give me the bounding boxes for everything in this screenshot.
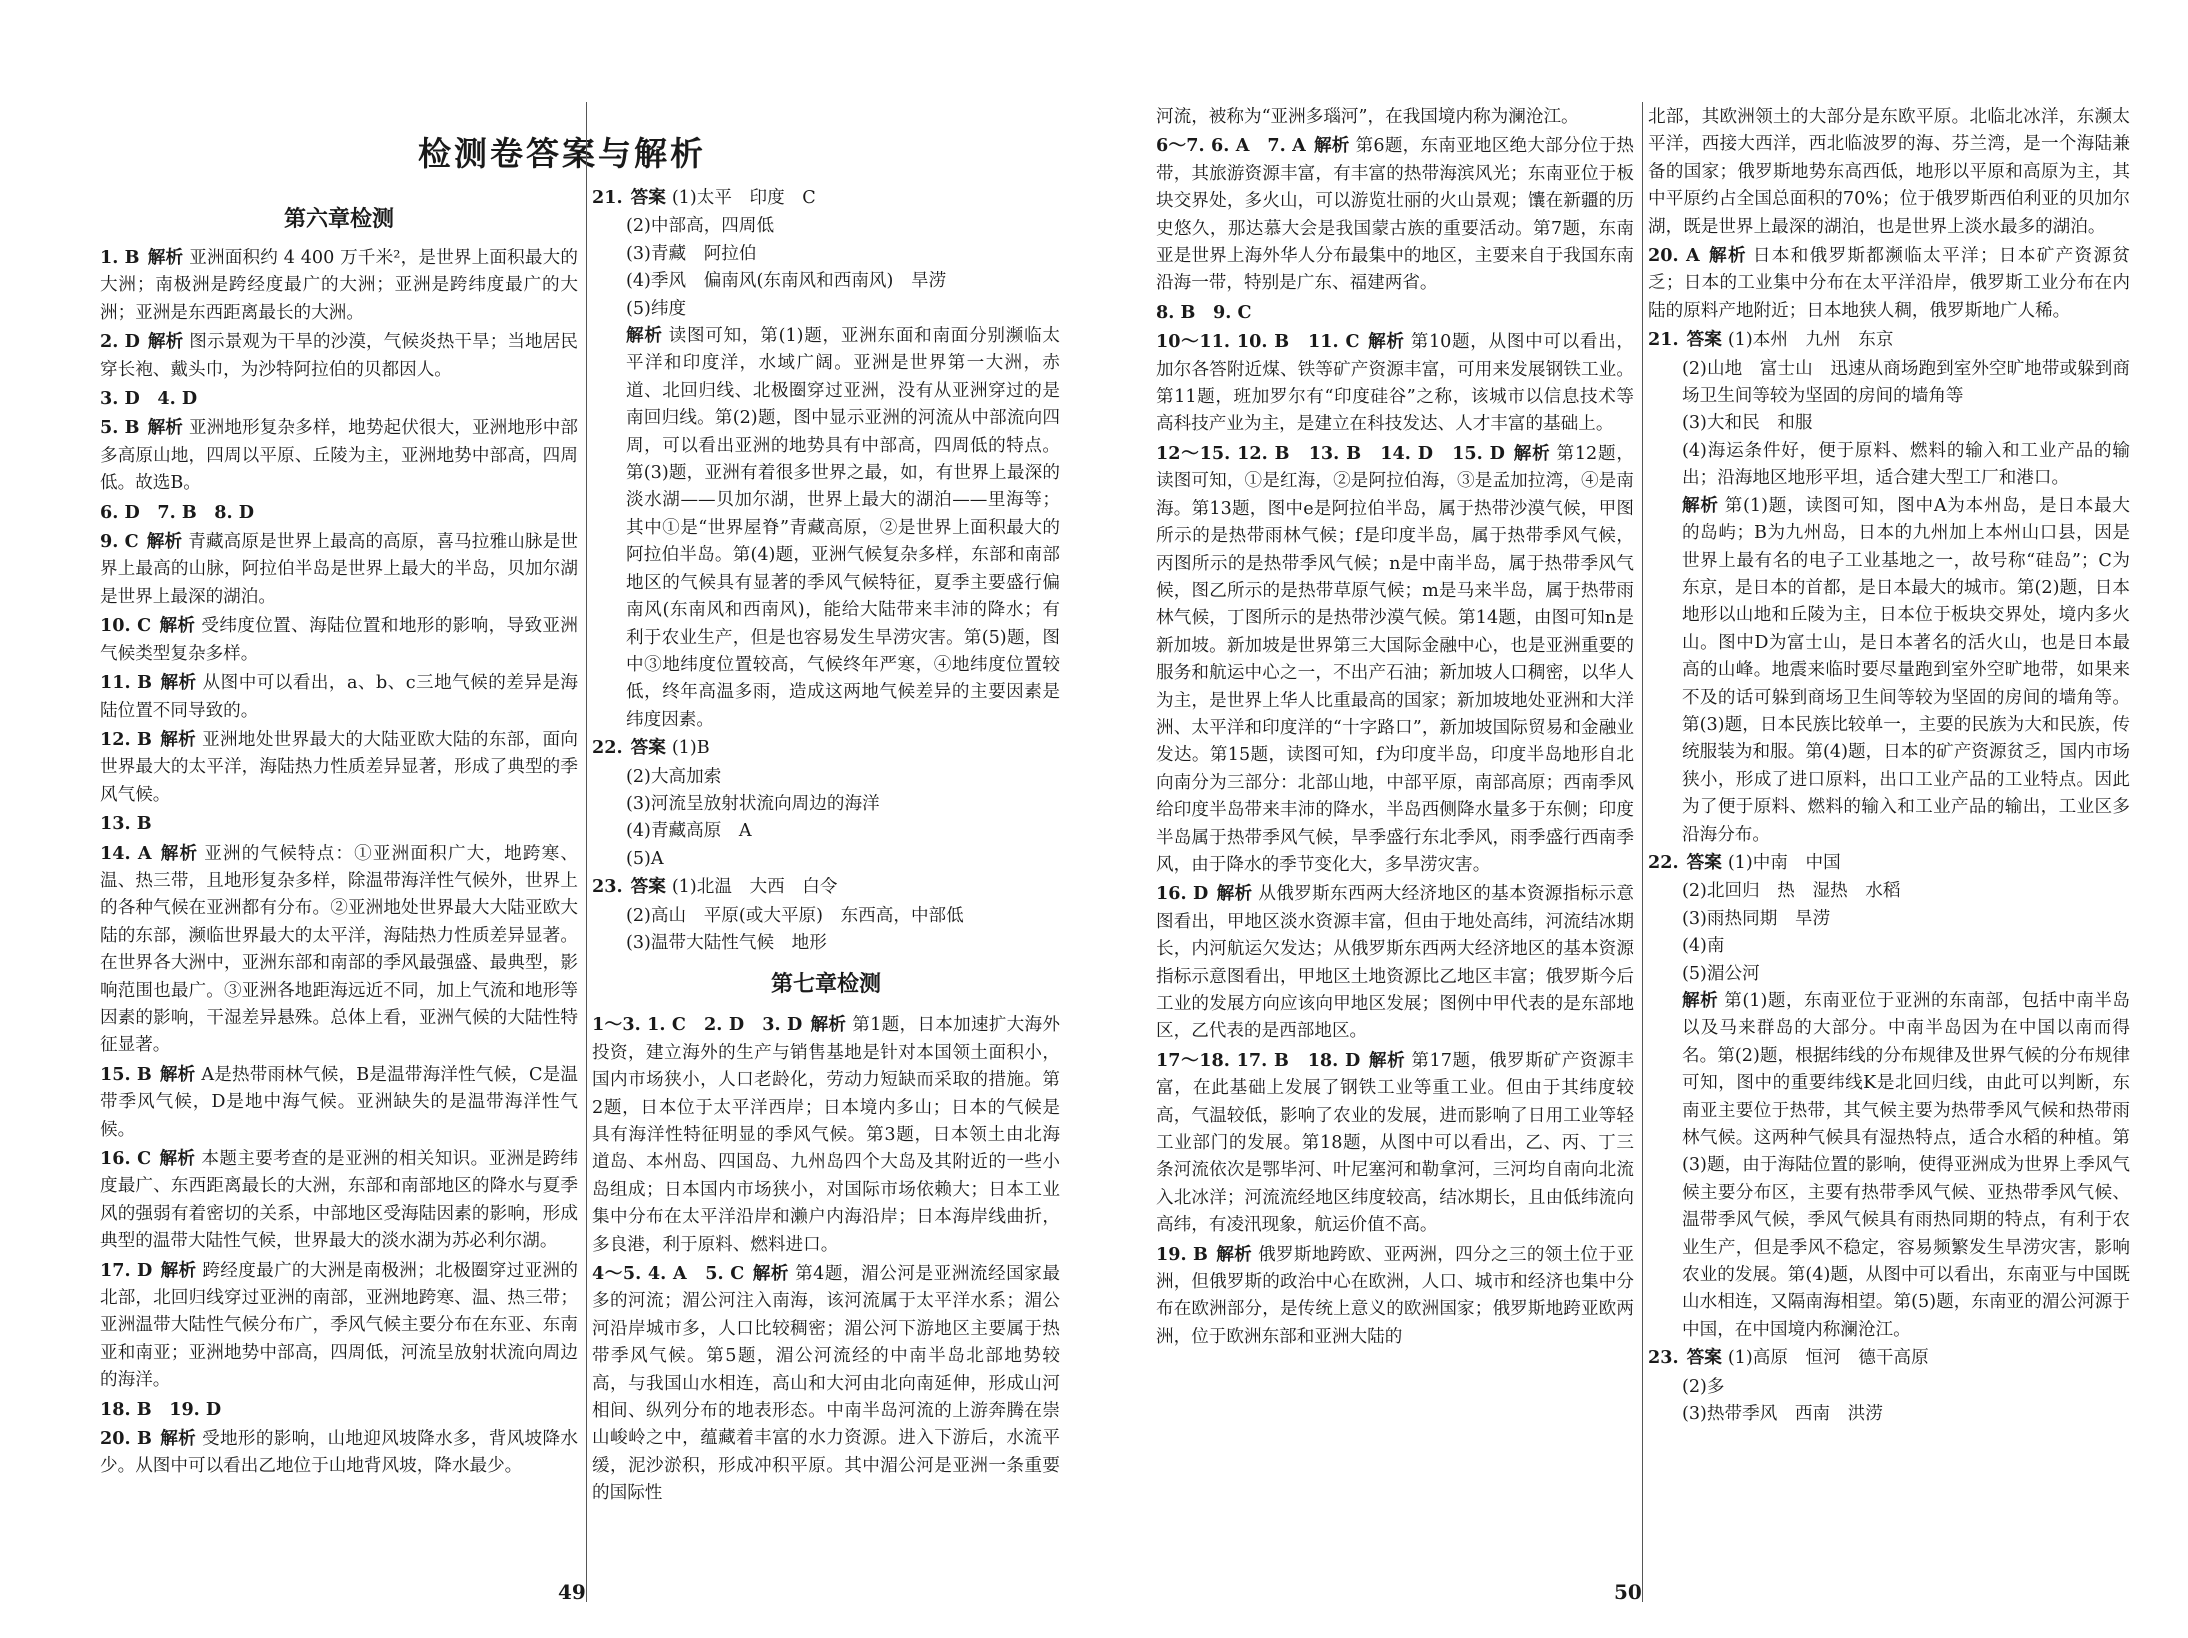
analysis-text: A是热带雨林气候，B是温带海洋性气候，C是温带季风气候，D是地中海气候。亚洲缺失的是温带海洋性气候。 (100, 1064, 578, 1140)
analysis-text: 从俄罗斯东西两大经济地区的基本资源指标示意图看出，甲地区淡水资源丰富，但由于地处高纬，河流结冰期长，内河航运欠发达；从俄罗斯东西两大经济地区的基本资源指标示意图看出，甲地区土地资源比乙地区丰富；俄罗斯今后工业的发展方向应该向甲地区发展；图例中甲代表的是东部地区，乙代表的是西部地区。 (1156, 884, 1634, 1042)
answer-line: (2)大高加索 (626, 766, 722, 787)
item-number: 17. (100, 1259, 131, 1281)
answer-item (1648, 849, 2130, 877)
analysis-label: 解析 (1216, 884, 1253, 905)
analysis-text: 亚洲的气候特点：①亚洲面积广大，地跨寒、温、热三带，且地形复杂多样，除温带海洋性气候外，世界上的各种气候在亚洲都有分布。②亚洲地处世界最大大陆亚欧大陆的东部，濒临世界最大的太平洋，海陆热力性质差异显著。在世界各大洲中，亚洲东部和南部的季风最强盛、最典型，影响范围也最广。③亚洲各地距海远近不同，加上气流和地形等因素的影响，干湿差异悬殊。总体上看，亚洲气候的大陆性特征显著。 (100, 843, 578, 1056)
answer-choice: B (130, 728, 152, 750)
answer-item (592, 1011, 1060, 1259)
answer-item (100, 840, 578, 1060)
answer-choice: B (130, 672, 153, 694)
analysis-label: 解析 (626, 326, 663, 347)
analysis-text: 亚洲地处世界最大的大陆亚欧大陆的东部，面向世界最大的太平洋，海陆热力性质差异显著，形成了典型的季风气候。 (100, 729, 578, 805)
item-number: 10～11. (1156, 331, 1231, 353)
answer-label: 答案 (630, 877, 666, 898)
answer-item (100, 244, 578, 327)
analysis-text: 读图可知，第(1)题，亚洲东面和南面分别濒临太平洋和印度洋，水域广阔。亚洲是世界第一大洲，赤道、北回归线、北极圈穿过亚洲，没有从亚洲穿过的是南回归线。第(2)题，图中显示亚洲的河流从中部流向四周，可以看出亚洲的地势具有中部高，四周低的特点。第(3)题，亚洲有着很多世界之最，如，有世界上最深的淡水湖——贝加尔湖，世界上最大的湖泊——里海等；其中①是“世界屋脊”青藏高原，②是世界上面积最大的阿拉伯半岛。第(4)题，亚洲气候复杂多样，东部和南部地区的气候具有显著的季风气候特征，夏季主要盛行偏南风(东南风和西南风)，能给大陆带来丰沛的降水；有利于农业生产，但是也容易发生旱涝灾害。第(5)题，图中③地纬度位置较高，气候终年严寒，④地纬度位置较低，终年高温多雨，造成这两地气候差异的主要因素是纬度因素。 (626, 326, 1060, 730)
column-divider-right (1642, 102, 1643, 1602)
analysis-label: 解析 (159, 1149, 196, 1169)
answer-item (1156, 328, 1634, 439)
answer-label: 答案 (630, 188, 666, 208)
answer-item (100, 1396, 578, 1424)
answer-choice: B (1186, 1243, 1208, 1265)
answer-line: (3)青藏 阿拉伯 (626, 243, 757, 264)
answer-choice: A (1678, 245, 1700, 267)
analysis-label: 解析 (159, 843, 199, 864)
item-number: 18. (100, 1398, 131, 1420)
answer-choice: 6. A 7. A (1204, 135, 1306, 157)
item-number: 5. (100, 417, 119, 439)
answer-line: (3)河流呈放射状流向周边的海洋 (626, 793, 880, 814)
item-number: 20. (1648, 245, 1679, 267)
analysis (1648, 493, 2130, 849)
item-number: 11. (100, 672, 131, 694)
analysis-text: 亚洲地形复杂多样，地势起伏很大，亚洲地形中部多高原山地，四周以平原、丘陵为主，亚洲地势中部高，四周低。故选B。 (100, 418, 578, 494)
item-number: 22. (1648, 851, 1679, 873)
item-number: 20. (100, 1428, 131, 1450)
answer-line: (2)中部高，四周低 (626, 216, 775, 237)
page-number-right: 50 (1614, 1580, 1642, 1604)
answer-choice: 10. B 11. C (1230, 331, 1360, 353)
answer-choice: B (118, 247, 140, 268)
answer-item (1648, 326, 2130, 354)
column-divider-left (586, 102, 587, 1602)
answer-item (1648, 1344, 2130, 1372)
section-title-ch7: 第七章检测 (770, 972, 881, 998)
answer-choice: D (118, 331, 140, 353)
answer-line: (1)北温 大西 白令 (671, 877, 838, 898)
answer-line: (5)湄公河 (1682, 963, 1760, 984)
answer-item (592, 734, 1060, 762)
analysis-text: 日本和俄罗斯都濒临太平洋；日本矿产资源贫乏；日本的工业集中分布在太平洋沿岸，俄罗斯工业分布在内陆的原料产地附近；日本地狭人稠，俄罗斯地广人稀。 (1648, 246, 2130, 321)
column-2 (592, 184, 1060, 1509)
answer-item (592, 873, 1060, 901)
answer-line: (3)温带大陆性气候 地形 (626, 932, 827, 953)
answer-choice: B (130, 1063, 152, 1085)
item-number: 3. (100, 388, 119, 410)
analysis-text: 第17题，俄罗斯矿产资源丰富，在此基础上发展了钢铁工业等重工业。但由于其纬度较高，气温较低，影响了农业的发展，进而影响了日用工业等轻工业部门的发展。第18题，从图中可以看出，乙、丙、丁三条河流依次是鄂毕河、叶尼塞河和勒拿河，三河均自南向北流入北冰洋；河流流经地区纬度较高，结冰期长，且由低纬流向高纬，有凌汛现象，航运价值不高。 (1156, 1050, 1634, 1236)
analysis-label: 解析 (1215, 1244, 1253, 1265)
answer-item (100, 528, 578, 611)
analysis-label: 解析 (1512, 443, 1551, 464)
answer-choice: D 7. B 8. D (118, 501, 255, 523)
item-number: 21. (1648, 329, 1679, 351)
answer-choice: A (130, 842, 152, 864)
analysis-label: 解析 (159, 729, 197, 750)
analysis-text: 北部，其欧洲领土的大部分是东欧平原。北临北冰洋，东濒太平洋，西接大西洋，西北临波罗的海、芬兰湾，是一个海陆兼备的国家；俄罗斯地势东高西低，地形以平原和高原为主，其中平原约占全国总面积的70%；位于俄罗斯西伯利亚的贝加尔湖，既是世界上最深的湖泊，也是世界上淡水最多的湖泊。 (1648, 107, 2130, 237)
page-title: 检测卷答案与解析 (418, 134, 706, 173)
answer-choice: C (118, 531, 139, 553)
item-number: 10. (100, 615, 131, 637)
analysis-text: 图示景观为干旱的沙漠，气候炎热干旱；当地居民穿长袍、戴头巾，为沙特阿拉伯的贝都因人。 (100, 332, 578, 380)
answer-line: (2)北回归 热 湿热 水稻 (1682, 881, 1901, 902)
analysis-text: 受纬度位置、海陆位置和地形的影响，导致亚洲气候类型复杂多样。 (100, 616, 578, 664)
item-number: 17～18. (1156, 1049, 1230, 1071)
analysis-text: 河流，被称为“亚洲多瑙河”，在我国境内称为澜沧江。 (1156, 107, 1579, 127)
item-number: 23. (592, 876, 623, 898)
analysis-label: 解析 (146, 532, 183, 553)
analysis-text: 第(1)题，东南亚位于亚洲的东南部，包括中南半岛以及马来群岛的大部分。中南半岛因为在中国以南而得名。第(2)题，根据纬线的分布规律及世界气候的分布规律可知，图中的重要纬线K是北回归线，由此可以判断，东南亚主要位于热带，其气候主要为热带季风气候和热带雨林气候。这两种气候具有湿热特点，适合水稻的种植。第(3)题，由于海陆位置的影响，使得亚洲成为世界上季风气候主要分布区，主要有热带季风气候、亚热带季风气候、温带季风气候，季风气候具有雨热同期的特点，有利于农业生产，但是季风不稳定，容易频繁发生旱涝灾害，影响农业的发展。第(4)题，从图中可以看出，东南亚与中国既山水相连，又隔南海相望。第(5)题，东南亚的湄公河源于中国，在中国境内称澜沧江。 (1682, 991, 2130, 1340)
answer-item (1648, 242, 2130, 325)
analysis-label: 解析 (1313, 136, 1350, 157)
answer-item (1156, 132, 1634, 297)
answer-line: (4)青藏高原 A (626, 821, 752, 842)
item-number: 6～7. (1156, 135, 1205, 157)
analysis-text: 本题主要考查的是亚洲的相关知识。亚洲是跨纬度最广、东西距离最长的大洲，东部和南部地区的降水与夏季风的强弱有着密切的关系，中部地区受海陆因素的影响，形成典型的温带大陆性气候，世界最大的淡水湖为苏必利尔湖。 (100, 1149, 578, 1252)
item-number: 12～15. (1156, 442, 1231, 464)
answer-line: (1)中南 中国 (1727, 852, 1841, 873)
analysis-label: 解析 (159, 1429, 197, 1450)
item-number: 9. (100, 531, 119, 553)
answer-line: (3)雨热同期 旱涝 (1682, 908, 1831, 929)
analysis-text: 俄罗斯地跨欧、亚两洲，四分之三的领土位于亚洲，但俄罗斯的政治中心在欧洲，人口、城市和经济也集中分布在欧洲部分，是传统上意义的欧洲国家；俄罗斯地跨亚欧两洲，位于欧洲东部和亚洲大陆的 (1156, 1244, 1634, 1347)
answer-item (592, 184, 1060, 212)
answer-item (592, 1260, 1060, 1508)
answer-item (1156, 104, 1634, 131)
analysis-text: 第6题，东南亚地区绝大部分位于热带，其旅游资源丰富，有丰富的热带海滨风光；东南亚位于板块交界处，多火山，可以游览壮丽的火山景观；馕在新疆的历史悠久，那达慕大会是我国蒙古族的重要活动。第7题，东南亚是世界上海外华人分布最集中的地区，主要来自于我国东南沿海一带，特别是广东、福建两省。 (1156, 136, 1634, 294)
answer-choice: B 9. C (1174, 301, 1252, 323)
answer-line: (1)高原 恒河 德干高原 (1727, 1348, 1929, 1369)
answer-item (100, 1257, 578, 1395)
item-number: 22. (592, 737, 623, 759)
answer-item (1156, 1047, 1634, 1240)
item-number: 2. (100, 331, 119, 353)
answer-choice: B (130, 813, 152, 835)
answer-line: (1)太平 印度 C (671, 188, 816, 208)
analysis-text: 受地形的影响，山地迎风坡降水多，背风坡降水少。从图中可以看出乙地位于山地背风坡，降水最少。 (100, 1429, 578, 1477)
analysis (1648, 988, 2130, 1344)
item-number: 16. (100, 1148, 131, 1169)
answer-choice: B (130, 1428, 152, 1450)
item-number: 4～5. (592, 1263, 642, 1285)
item-number: 6. (100, 501, 119, 523)
analysis-text: 亚洲面积约 4 400 万千米²，是世界上面积最大的大洲；南极洲是跨经度最广的大洲；亚洲是跨纬度最广的大洲；亚洲是东西距离最长的大洲。 (100, 248, 578, 323)
answer-item (100, 669, 578, 725)
answer-choice: B (118, 417, 140, 439)
answer-line: (3)大和民 和服 (1682, 413, 1813, 434)
item-number: 1～3. (592, 1014, 641, 1036)
analysis-label: 解析 (752, 1264, 790, 1285)
item-number: 14. (100, 842, 131, 864)
answer-choice: C (130, 615, 152, 637)
analysis-label: 解析 (147, 332, 184, 353)
answer-label: 答案 (630, 738, 666, 759)
analysis-text: 从图中可以看出，a、b、c三地气候的差异是海陆位置不同导致的。 (100, 673, 578, 721)
item-number: 21. (592, 187, 623, 208)
answer-line: (4)海运条件好，便于原料、燃料的输入和工业产品的输出；沿海地区地形平坦，适合建大型工厂和港口。 (1682, 440, 2130, 489)
answer-choice: 17. B 18. D (1229, 1049, 1361, 1071)
answer-choice: 4. A 5. C (641, 1263, 745, 1285)
answer-item (100, 1061, 578, 1144)
item-number: 12. (100, 728, 131, 750)
answer-choice: 12. B 13. B 14. D 15. D (1230, 442, 1505, 464)
item-number: 8. (1156, 301, 1175, 323)
analysis-text: 第12题，读图可知，①是红海，②是阿拉伯海，③是孟加拉湾，④是南海。第13题，图中e是阿拉伯半岛，属于热带沙漠气候，甲图所示的是热带雨林气候；f是印度半岛，属于热带季风气候，丙图所示的是热带季风气候；n是中南半岛，属于热带季风气候，图乙所示的是热带草原气候；m是马来半岛，属于热带雨林气候，丁图所示的是热带沙漠气候。第14题，由图可知n是新加坡。新加坡是世界第三大国际金融中心，也是亚洲重要的服务和航运中心之一，不出产石油；新加坡人口稠密，以华人为主，是世界上华人比重最高的国家；新加坡地处亚洲和大洋洲、太平洋和印度洋的“十字路口”，新加坡国际贸易和金融业发达。第15题，读图可知，f为印度半岛，印度半岛地形自北向南分为三部分：北部山地，中部平原，南部高原；西南季风给印度半岛带来丰沛的降水，半岛西侧降水量多于东侧；印度半岛属于热带季风气候，旱季盛行东北季风，雨季盛行西南季风，由于降水的季节变化大，多旱涝灾害。 (1156, 443, 1634, 875)
answer-line: (1)B (671, 738, 710, 759)
item-number: 1. (100, 247, 119, 268)
analysis-text: 第10题，从图中可以看出，加尔各答附近煤、铁等矿产资源丰富，可用来发展钢铁工业。第11题，班加罗尔有“印度硅谷”之称，该城市以信息技术等高科技产业为主，是建立在科技发达、人才丰富的基础上。 (1156, 332, 1635, 435)
analysis-label: 解析 (1682, 991, 1719, 1011)
answer-line: (2)山地 富士山 迅速从商场跑到室外空旷地带或躲到商场卫生间等较为坚固的房间的墙角等 (1682, 358, 2130, 407)
answer-item (1156, 1241, 1634, 1352)
answer-item (1156, 299, 1634, 327)
answer-choice: B 19. D (130, 1398, 222, 1420)
answer-line: (4)季风 偏南风(东南风和西南风) 旱涝 (626, 271, 947, 292)
answer-line: (5)纬度 (626, 298, 687, 319)
analysis-label: 解析 (160, 673, 197, 694)
answer-choice: C (130, 1148, 152, 1169)
answer-choice: D (130, 1259, 153, 1281)
answer-label: 答案 (1686, 1348, 1722, 1369)
answer-item (100, 385, 578, 413)
analysis-label: 解析 (147, 418, 183, 439)
column-4 (1648, 104, 2130, 1429)
answer-item (100, 1425, 578, 1481)
answer-choice: 1. C 2. D 3. D (640, 1014, 803, 1036)
analysis-label: 解析 (160, 1260, 197, 1281)
answer-item (1648, 104, 2130, 241)
analysis-label: 解析 (1682, 495, 1719, 516)
item-number: 15. (100, 1063, 131, 1085)
answer-item (1156, 440, 1634, 880)
analysis-label: 解析 (159, 616, 196, 637)
analysis-text: 跨经度最广的大洲是南极洲；北极圈穿过亚洲的北部，北回归线穿过亚洲的南部，亚洲地跨寒、温、热三带；亚洲温带大陆性气候分布广，季风气候主要分布在东亚、东南亚和南亚；亚洲地势中部高，四周低，河流呈放射状流向周边的海洋。 (100, 1260, 578, 1391)
item-number: 16. (1156, 883, 1187, 905)
answer-line: (2)高山 平原(或大平原) 东西高，中部低 (626, 905, 964, 926)
answer-item (100, 328, 578, 384)
answer-item (100, 414, 578, 497)
analysis-label: 解析 (159, 1064, 196, 1085)
answer-choice: D 4. D (118, 388, 198, 410)
analysis-text: 第1题，日本加速扩大海外投资，建立海外的生产与销售基地是针对本国领土面积小，国内市场狭小，人口老龄化，劳动力短缺而采取的措施。第2题，日本位于太平洋西岸；日本境内多山；日本的气候是具有海洋性特征明显的季风气候。第3题，日本领土由北海道岛、本州岛、四国岛、九州岛四个大岛及其附近的一些小岛组成；日本国内市场狭小，对国际市场依赖大；日本工业集中分布在太平洋沿岸和濑户内海沿岸；日本海岸线曲折，多良港，利于原料、燃料进口。 (592, 1015, 1060, 1255)
item-number: 23. (1648, 1347, 1679, 1369)
answer-line: (5)A (626, 848, 664, 869)
column-1 (100, 102, 578, 1482)
answer-line: (1)本州 九州 东京 (1727, 330, 1894, 351)
answer-line: (4)南 (1682, 936, 1725, 957)
answer-label: 答案 (1686, 330, 1722, 351)
analysis-label: 解析 (1367, 332, 1405, 353)
item-number: 13. (100, 813, 131, 835)
analysis-text: 第(1)题，读图可知，图中A为本州岛，是日本最大的岛屿；B为九州岛，日本的九州加上本州山口县，因是世界上最有名的电子工业基地之一，故号称“硅岛”；C为东京，是日本的首都，是日本最大的城市。第(2)题，日本地形以山地和丘陵为主，日本位于板块交界处，境内多火山。图中D为富士山，是日本著名的活火山，也是日本最高的山峰。地震来临时要尽量跑到室外空旷地带，如果来不及的话可躲到商场卫生间等较为坚固的房间的墙角等。第(3)题，日本民族比较单一，主要的民族为大和民族，传统服装为和服。第(4)题，日本的矿产资源贫乏，国内市场狭小，形成了进口原料，出口工业产品的工业特点。因此为了便于原料、燃料的输入和工业产品的输出，工业区多沿海分布。 (1682, 495, 2130, 845)
section-title-ch6: 第六章检测 (283, 207, 394, 232)
item-number: 19. (1156, 1243, 1187, 1265)
analysis-label: 解析 (810, 1015, 847, 1036)
answer-item (1156, 880, 1634, 1045)
page-number-left: 49 (558, 1580, 586, 1604)
answer-item (100, 810, 578, 838)
analysis-text: 青藏高原是世界上最高的高原，喜马拉雅山脉是世界上最高的山脉，阿拉伯半岛是世界上最大的半岛，贝加尔湖是世界上最深的湖泊。 (100, 532, 578, 607)
analysis-label: 解析 (1707, 246, 1747, 267)
analysis-label: 解析 (147, 248, 184, 268)
answer-item (100, 499, 578, 527)
analysis-label: 解析 (1368, 1050, 1406, 1071)
answer-line: (3)热带季风 西南 洪涝 (1682, 1404, 1883, 1425)
column-3 (1156, 104, 1634, 1352)
analysis (592, 323, 1060, 734)
answer-item (100, 726, 578, 809)
answer-item (100, 1145, 578, 1256)
answer-choice: D (1186, 883, 1209, 905)
answer-line: (2)多 (1682, 1376, 1725, 1397)
answer-item (100, 612, 578, 668)
answer-label: 答案 (1686, 852, 1722, 873)
analysis-text: 第4题，湄公河是亚洲流经国家最多的河流；湄公河注入南海，该河流属于太平洋水系；湄公河沿岸城市多，人口比较稠密；湄公河下游地区主要属于热带季风气候。第5题，湄公河流经的中南半岛北部地势较高，与我国山水相连，高山和大河由北向南延伸，形成山河相间、纵列分布的地表形态。中南半岛河流的上游奔腾在崇山峻岭之中，蕴藏着丰富的水力资源。进入下游后，水流平缓，泥沙淤积，形成冲积平原。其中湄公河是亚洲一条重要的国际性 (592, 1264, 1060, 1504)
